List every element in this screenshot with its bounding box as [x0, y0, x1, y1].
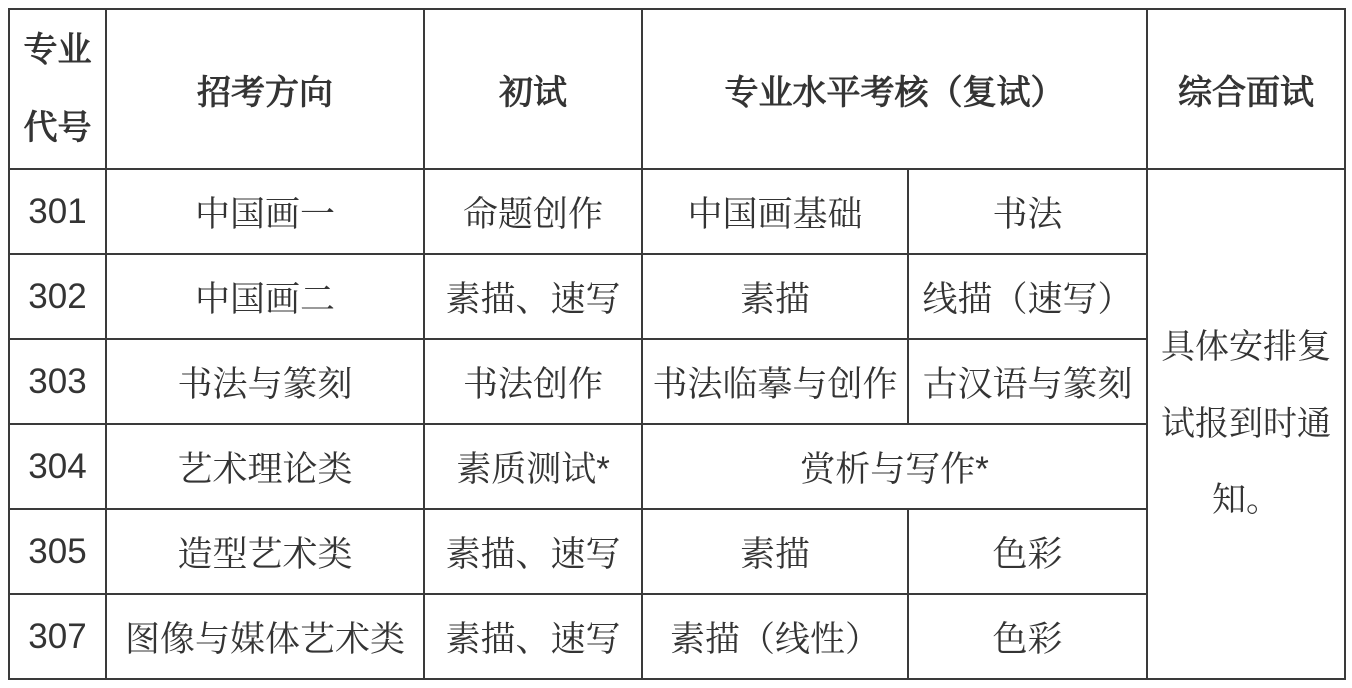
- retest2-cell: 色彩: [908, 594, 1147, 679]
- preliminary-cell: 素质测试*: [424, 424, 642, 509]
- preliminary-cell: 书法创作: [424, 339, 642, 424]
- direction-cell: 中国画一: [106, 169, 424, 254]
- retest1-cell: 素描: [642, 509, 908, 594]
- direction-cell: 造型艺术类: [106, 509, 424, 594]
- preliminary-cell: 素描、速写: [424, 254, 642, 339]
- major-code-cell: 304: [9, 424, 106, 509]
- table-row-307: [9, 594, 1345, 679]
- major-code-cell: 305: [9, 509, 106, 594]
- header-preliminary-exam: 初试: [424, 9, 642, 169]
- major-code-cell: 303: [9, 339, 106, 424]
- retest1-cell: 素描: [642, 254, 908, 339]
- preliminary-cell: 素描、速写: [424, 509, 642, 594]
- table-header-row: [9, 9, 1345, 169]
- retest1-cell: 书法临摹与创作: [642, 339, 908, 424]
- table-row-302: [9, 254, 1345, 339]
- retest2-cell: 书法: [908, 169, 1147, 254]
- retest2-cell: 线描（速写）: [908, 254, 1147, 339]
- retest2-cell: 古汉语与篆刻: [908, 339, 1147, 424]
- major-code-cell: 302: [9, 254, 106, 339]
- exam-schedule-table: [8, 8, 1346, 680]
- table-row-305: [9, 509, 1345, 594]
- retest1-cell: 中国画基础: [642, 169, 908, 254]
- header-comprehensive-interview: 综合面试: [1147, 9, 1345, 169]
- exam-schedule-table-container: [8, 8, 1346, 680]
- table-row-301: [9, 169, 1345, 254]
- retest-merged-cell: 赏析与写作*: [642, 424, 1147, 509]
- direction-cell: 图像与媒体艺术类: [106, 594, 424, 679]
- retest1-cell: 素描（线性）: [642, 594, 908, 679]
- direction-cell: 书法与篆刻: [106, 339, 424, 424]
- preliminary-cell: 命题创作: [424, 169, 642, 254]
- header-recruit-direction: 招考方向: [106, 9, 424, 169]
- header-major-code: 专业代号: [9, 9, 106, 169]
- direction-cell: 中国画二: [106, 254, 424, 339]
- major-code-cell: 301: [9, 169, 106, 254]
- table-row-303: [9, 339, 1345, 424]
- retest2-cell: 色彩: [908, 509, 1147, 594]
- table-row-304: [9, 424, 1345, 509]
- header-professional-retest: 专业水平考核（复试）: [642, 9, 1147, 169]
- preliminary-cell: 素描、速写: [424, 594, 642, 679]
- interview-note-cell: 具体安排复试报到时通知。: [1147, 169, 1345, 679]
- major-code-cell: 307: [9, 594, 106, 679]
- direction-cell: 艺术理论类: [106, 424, 424, 509]
